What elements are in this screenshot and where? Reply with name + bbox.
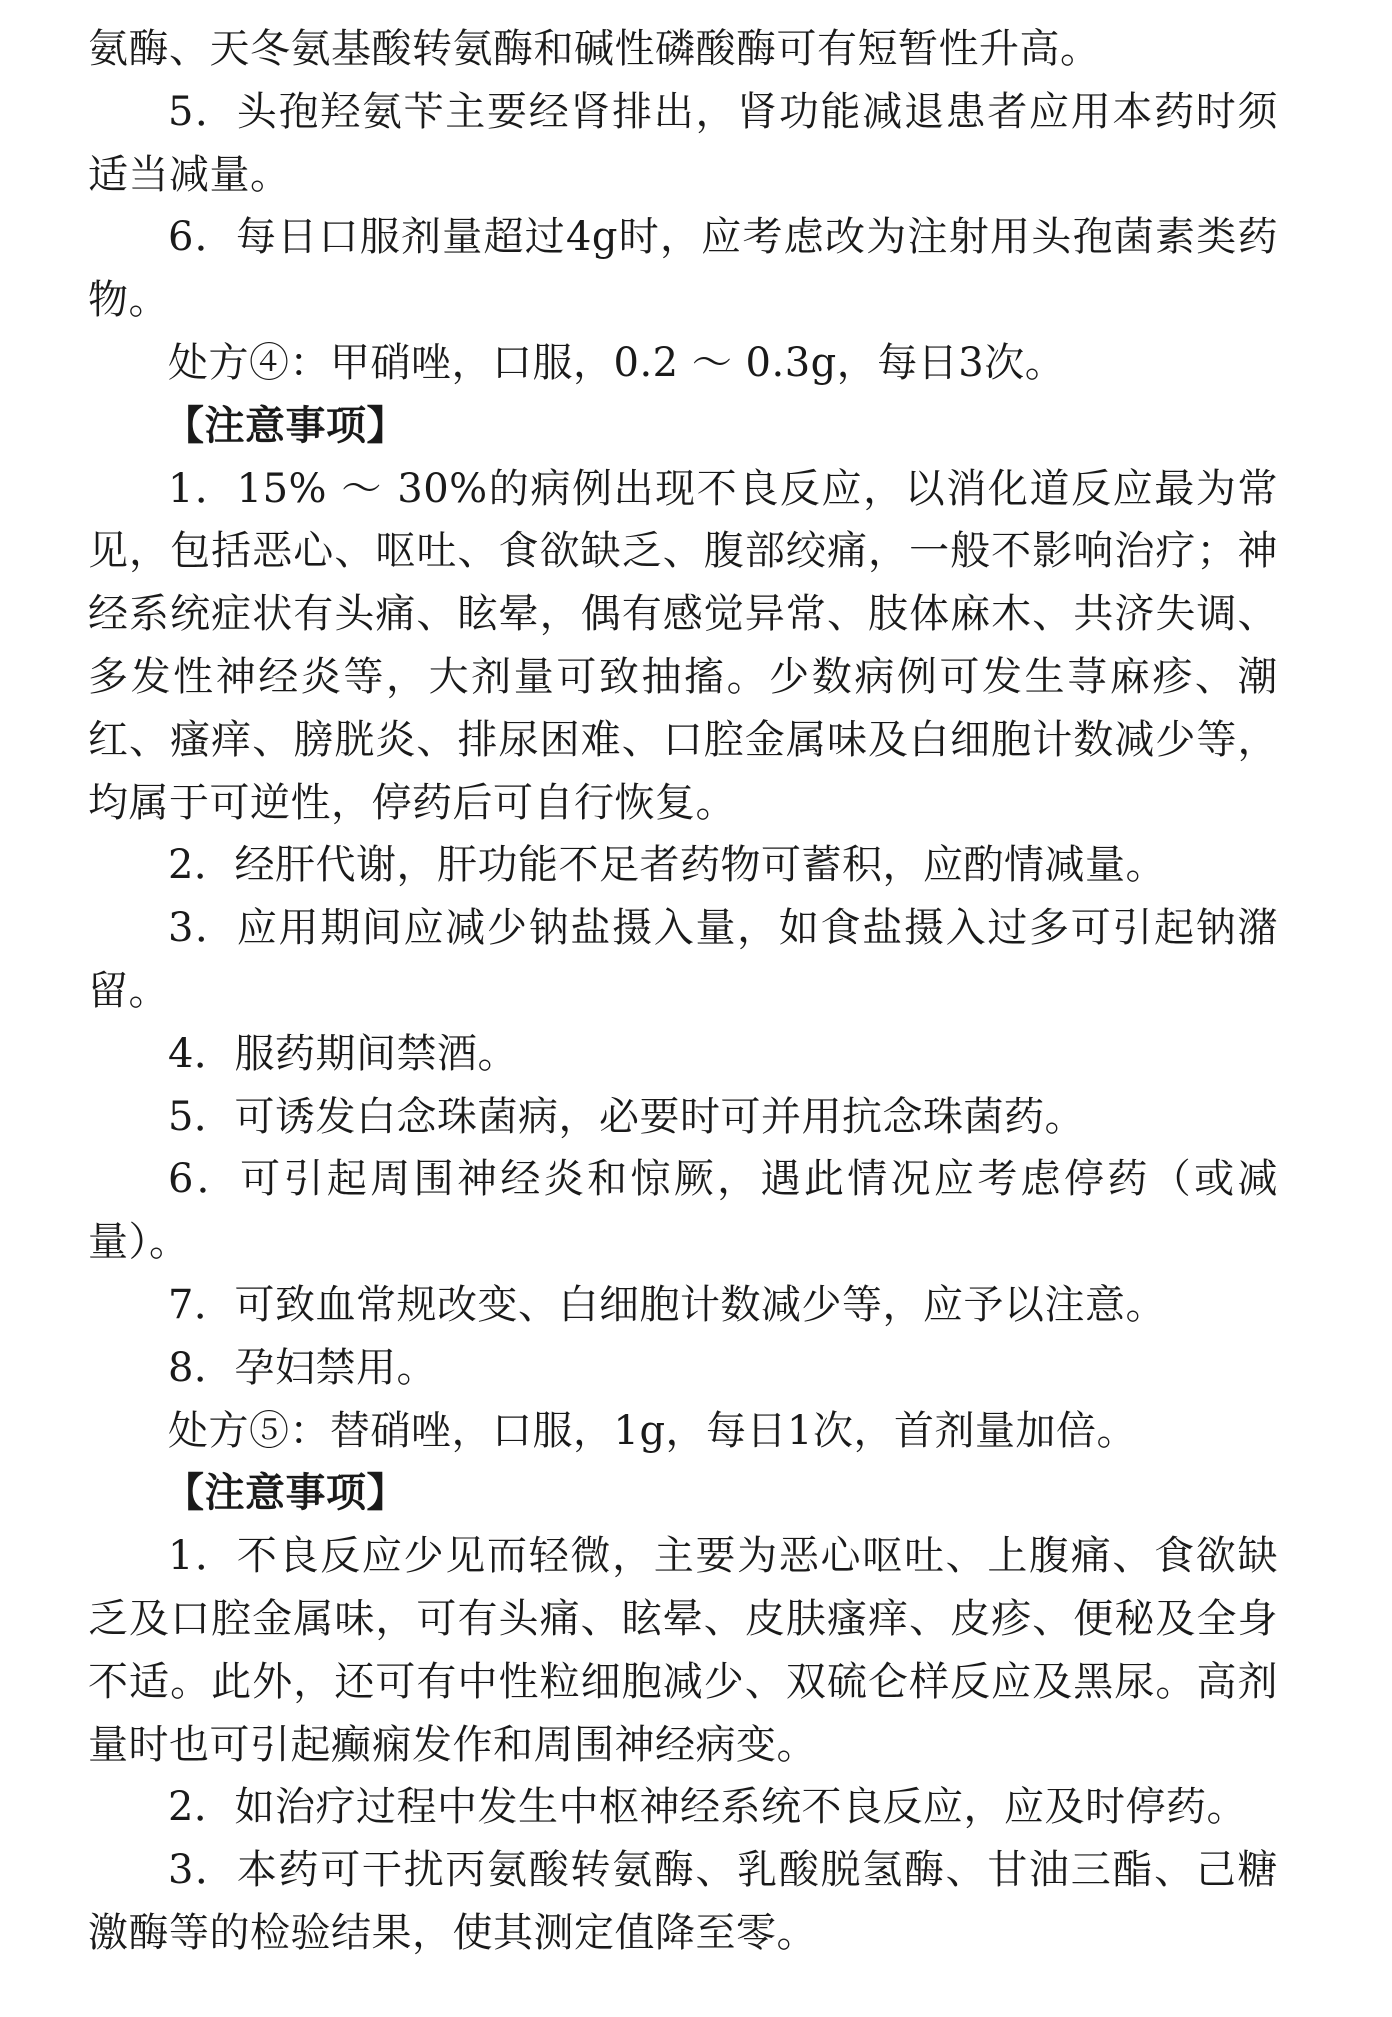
- precaution-item-8: 8．孕妇禁用。: [168, 1344, 437, 1391]
- section-heading-precautions-2: 【注意事项】: [164, 1470, 407, 1517]
- prescription-4: 处方④：甲硝唑，口服，0.2 ～ 0.3g，每日3次。: [168, 339, 1066, 386]
- precaution-item-3: 3．应用期间应减少钠盐摄入量，如食盐摄入过多可引起钠潴留。: [88, 905, 1278, 1014]
- precaution-item-2b: 2．如治疗过程中发生中枢神经系统不良反应，应及时停药。: [168, 1784, 1247, 1831]
- paragraph-item-6: 6．每日口服剂量超过4g时，应考虑改为注射用头孢菌素类药物。: [88, 214, 1278, 324]
- paragraph-continuation: 氨酶、天冬氨基酸转氨酶和碱性磷酸酶可有短暂性升高。: [88, 26, 1101, 72]
- precaution-item-4: 4．服药期间禁酒。: [168, 1030, 518, 1077]
- precaution-item-1: 1．15% ～ 30%的病例出现不良反应，以消化道反应最为常见，包括恶心、呕吐、食欲缺乏、腹部绞痛，一般不影响治疗；神经系统症状有头痛、眩晕，偶有感觉异常、肢体麻木、共济失调、多发性神经炎等，大剂量可致抽搐。少数病例可发生荨麻疹、潮红、瘙痒、膀胱炎、排尿困难、口腔金属味及白细胞计数减少等，均属于可逆性，停药后可自行恢复。: [88, 465, 1278, 826]
- precaution-item-6: 6．可引起周围神经炎和惊厥，遇此情况应考虑停药（或减量）。: [88, 1156, 1278, 1266]
- paragraph-item-5: 5．头孢羟氨苄主要经肾排出，肾功能减退患者应用本药时须适当减量。: [88, 88, 1278, 198]
- precaution-item-5: 5．可诱发白念珠菌病，必要时可并用抗念珠菌药。: [168, 1093, 1085, 1140]
- precaution-item-2: 2．经肝代谢，肝功能不足者药物可蓄积，应酌情减量。: [168, 842, 1166, 889]
- precaution-item-3b: 3．本药可干扰丙氨酸转氨酶、乳酸脱氢酶、甘油三酯、己糖激酶等的检验结果，使其测定值降至零。: [88, 1847, 1278, 1956]
- document-page: [88, 18, 1278, 1965]
- precaution-item-1b: 1．不良反应少见而轻微，主要为恶心呕吐、上腹痛、食欲缺乏及口腔金属味，可有头痛、眩晕、皮肤瘙痒、皮疹、便秘及全身不适。此外，还可有中性粒细胞减少、双硫仑样反应及黑尿。高剂量时也可引起癫痫发作和周围神经病变。: [88, 1533, 1278, 1768]
- prescription-5: 处方⑤：替硝唑，口服，1g，每日1次，首剂量加倍。: [168, 1407, 1138, 1454]
- section-heading-precautions: 【注意事项】: [164, 402, 407, 449]
- precaution-item-7: 7．可致血常规改变、白细胞计数减少等，应予以注意。: [168, 1281, 1166, 1328]
